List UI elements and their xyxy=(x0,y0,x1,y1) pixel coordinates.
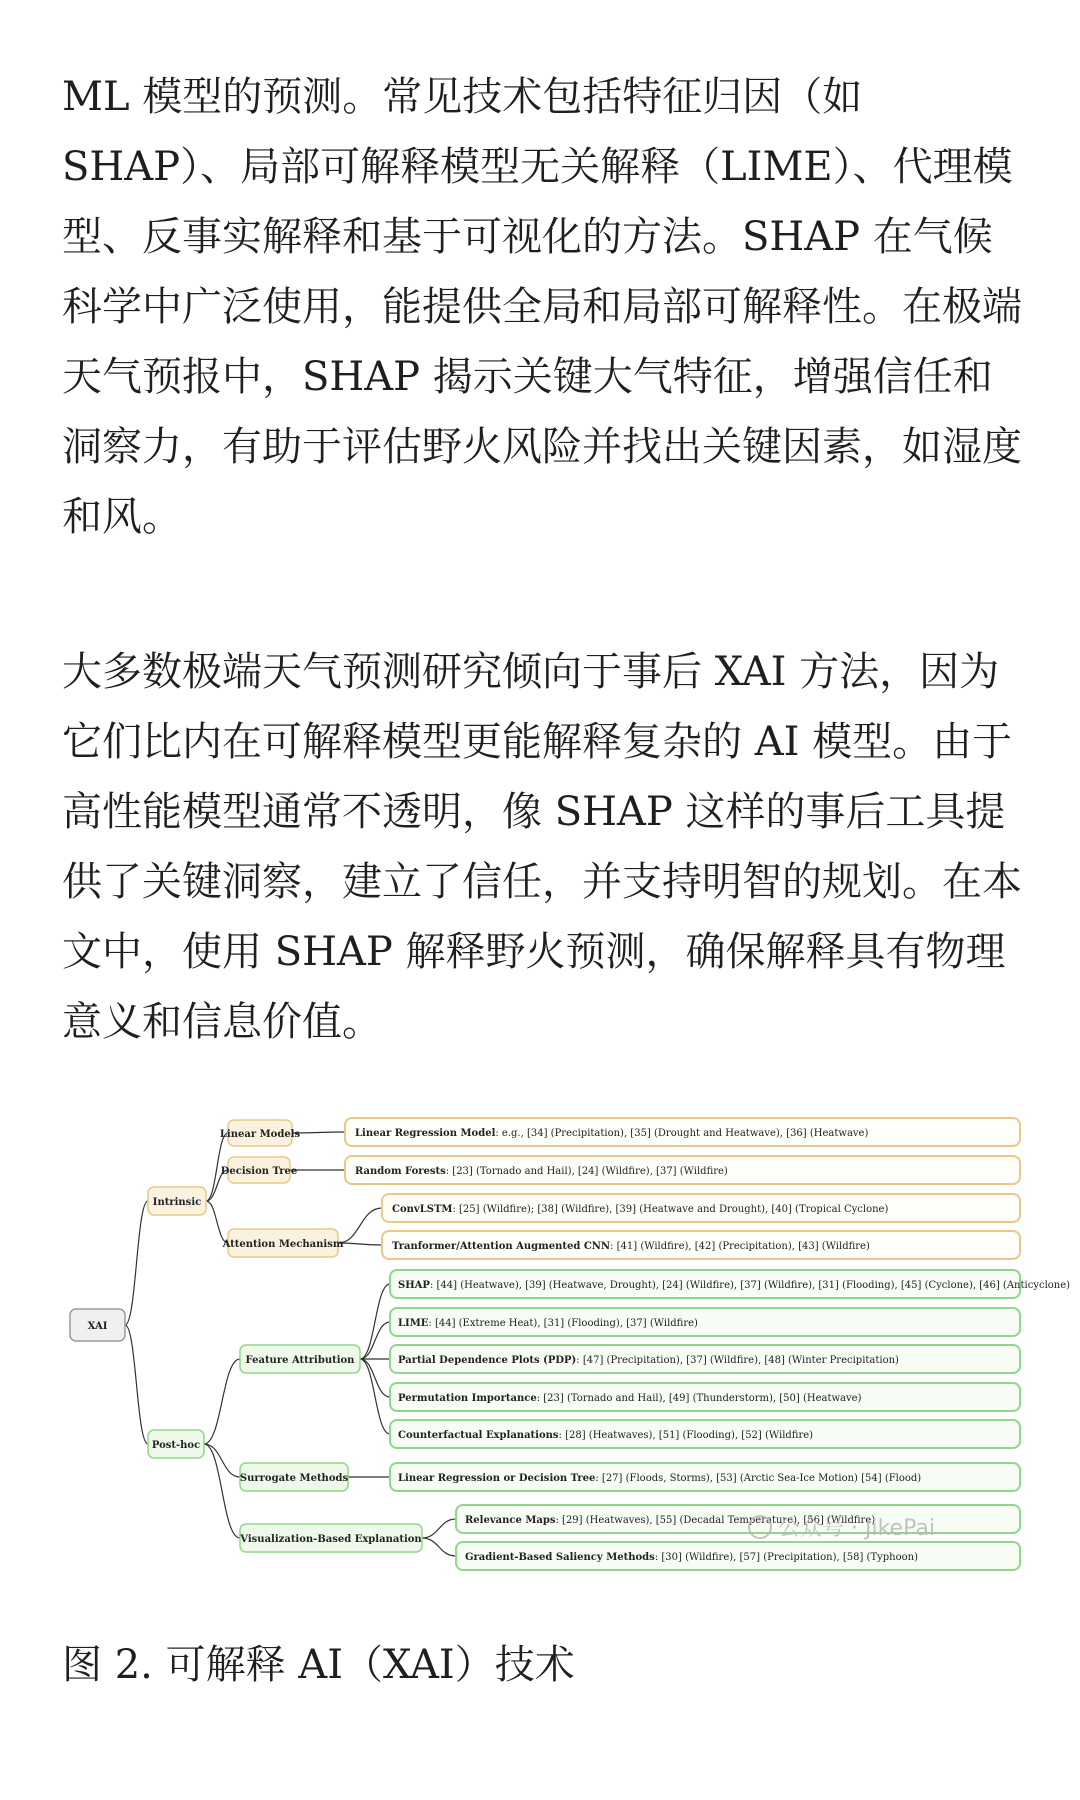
node-linear-models xyxy=(220,1120,301,1146)
connector-root-posthoc xyxy=(125,1325,148,1444)
leaf-linear-regression xyxy=(345,1118,1020,1146)
connector-root-intrinsic xyxy=(125,1201,148,1325)
node-linear-models-label: Linear Models xyxy=(219,1129,301,1140)
node-posthoc xyxy=(148,1430,204,1458)
leaf-lime xyxy=(390,1308,1020,1336)
node-visualization-based-label: Visualization-Based Explanation xyxy=(240,1534,422,1545)
connector-attention-transformer xyxy=(338,1243,382,1245)
node-intrinsic-label: Intrinsic xyxy=(152,1197,202,1208)
node-intrinsic xyxy=(148,1187,206,1215)
connector-posthoc-visual xyxy=(204,1444,240,1538)
article-paragraph-1: ML 模型的预测。常见技术包括特征归因（如 SHAP）、局部可解释模型无关解释（LIME）、代理模型、反事实解释和基于可视化的方法。SHAP 在气候科学中广泛使用，能提供全局和局部可解释性。在极端天气预报中，SHAP 揭示关键大气特征，增强信任和洞察力，有助于评估野火风险并找出关键因素，如湿度和风。 xyxy=(62,74,1022,540)
watermark-text: 公众号 · JikePai xyxy=(778,1516,935,1541)
leaf-random-forests-text: Random Forests: [23] (Tornado and Hail), [24] (Wildfire), [37] (Wildfire) xyxy=(355,1166,728,1177)
leaf-shap-text: SHAP: [44] (Heatwave), [39] (Heatwave, Drought), [24] (Wildfire), [37] (Wildfire), [31] (Flooding), [45] (Cyclone), [46] (Anticyclone) xyxy=(398,1280,1071,1291)
xai-taxonomy-diagram xyxy=(0,1100,1080,1580)
leaf-transformer xyxy=(382,1231,1020,1259)
leaf-permutation-importance xyxy=(390,1383,1020,1411)
article-paragraph-2: 大多数极端天气预测研究倾向于事后 XAI 方法，因为它们比内在可解释模型更能解释复杂的 AI 模型。由于高性能模型通常不透明，像 SHAP 这样的事后工具提供了关键洞察，建立了信任，并支持明智的规划。在本文中，使用 SHAP 解释野火预测，确保解释具有物理意义和信息价值。 xyxy=(62,649,1022,1045)
connector-posthoc-surrogate xyxy=(204,1444,240,1477)
leaf-gradient-saliency-text: Gradient-Based Saliency Methods: [30] (Wildfire), [57] (Precipitation), [58] (Typhoon) xyxy=(465,1552,918,1563)
node-visualization-based xyxy=(239,1524,422,1552)
leaf-counterfactual-text: Counterfactual Explanations: [28] (Heatwaves), [51] (Flooding), [52] (Wildfire) xyxy=(398,1430,814,1441)
connector-feature-shap xyxy=(360,1284,390,1359)
node-root xyxy=(70,1309,125,1341)
figure-caption: 图 2. 可解释 AI（XAI）技术 xyxy=(62,1642,575,1688)
leaf-pdp xyxy=(390,1345,1020,1373)
leaf-lime-text: LIME: [44] (Extreme Heat), [31] (Flooding), [37] (Wildfire) xyxy=(398,1318,698,1329)
node-decision-tree xyxy=(221,1157,297,1183)
node-posthoc-label: Post-hoc xyxy=(151,1440,201,1451)
leaf-gradient-saliency xyxy=(456,1542,1020,1570)
connector-attention-convlstm xyxy=(338,1208,382,1243)
leaf-convlstm xyxy=(382,1194,1020,1222)
leaf-relevance-maps-text: Relevance Maps: [29] (Heatwaves), [55] (Decadal Temperature), [56] (Wildfire) xyxy=(465,1515,876,1526)
leaf-random-forests xyxy=(345,1156,1020,1184)
connector-visual-relevance xyxy=(422,1519,456,1538)
leaf-linear-regression-text: Linear Regression Model: e.g., [34] (Precipitation), [35] (Drought and Heatwave), [36] (Heatwave) xyxy=(355,1128,869,1139)
node-surrogate-methods xyxy=(240,1463,349,1491)
leaf-convlstm-text: ConvLSTM: [25] (Wildfire); [38] (Wildfire), [39] (Heatwave and Drought), [40] (Tropical Cyclone) xyxy=(392,1204,889,1215)
leaf-relevance-maps xyxy=(456,1505,1020,1533)
node-attention-mechanism xyxy=(222,1229,344,1257)
connector-feature-lime xyxy=(360,1322,390,1359)
leaf-pdp-text: Partial Dependence Plots (PDP): [47] (Precipitation), [37] (Wildfire), [48] (Winter Precipitation) xyxy=(398,1355,899,1366)
node-root-label: XAI xyxy=(87,1321,108,1332)
leaf-linear-regression-or-decision-tree xyxy=(390,1463,1020,1491)
connector-feature-perm xyxy=(360,1359,390,1397)
node-decision-tree-label: Decision Tree xyxy=(220,1166,298,1177)
connector-visual-gradient xyxy=(422,1538,456,1556)
leaf-linear-regression-or-decision-tree-text: Linear Regression or Decision Tree: [27] (Floods, Storms), [53] (Arctic Sea-Ice Motion) [54] (Flood) xyxy=(398,1473,922,1484)
connector-posthoc-feature xyxy=(204,1359,240,1444)
leaf-transformer-text: Tranformer/Attention Augmented CNN: [41] (Wildfire), [42] (Precipitation), [43] (Wildfire) xyxy=(392,1241,870,1252)
leaf-permutation-importance-text: Permutation Importance: [23] (Tornado and Hail), [49] (Thunderstorm), [50] (Heatwave) xyxy=(398,1393,862,1404)
node-surrogate-methods-label: Surrogate Methods xyxy=(239,1473,349,1484)
leaf-shap xyxy=(390,1270,1070,1298)
connector-feature-counter xyxy=(360,1359,390,1434)
connector-intrinsic-attention xyxy=(206,1201,228,1243)
node-attention-mechanism-label: Attention Mechanism xyxy=(222,1239,344,1250)
node-feature-attribution-label: Feature Attribution xyxy=(245,1355,355,1366)
leaf-counterfactual xyxy=(390,1420,1020,1448)
node-feature-attribution xyxy=(240,1345,360,1373)
